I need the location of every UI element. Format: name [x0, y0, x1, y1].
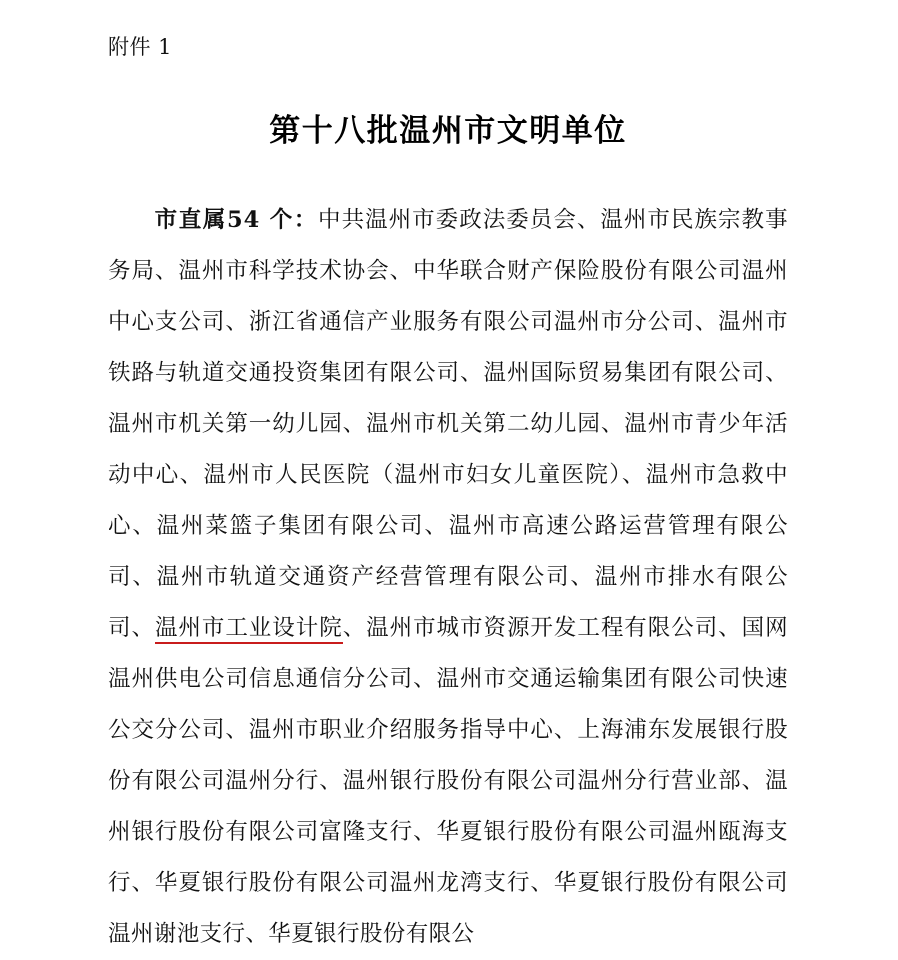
body-text-before-highlight: 中共温州市委政法委员会、温州市民族宗教事务局、温州市科学技术协会、中华联合财产保险股份有限公司温州中心支公司、浙江省通信产业服务有限公司温州市分公司、温州市铁路与轨道交通投资集团有限公司、温州国际贸易集团有限公司、温州市机关第一幼儿园、温州市机关第二幼儿园、温州市青少年活动中心、温州市人民医院（温州市妇女儿童医院）、温州市急救中心、温州菜篮子集团有限公司、温州市高速公路运营管理有限公司、温州市轨道交通资产经营管理有限公司、温州市排水有限公司、 — [108, 207, 788, 641]
page-title: 第十八批温州市文明单位 — [269, 113, 627, 149]
attachment-label: 附件 1 — [108, 35, 173, 59]
highlighted-entry: 温州市工业设计院 — [155, 615, 343, 644]
section-lead-label: 市直属 — [154, 207, 228, 233]
body-text-after-highlight: 、温州市城市资源开发工程有限公司、国网温州供电公司信息通信分公司、温州市交通运输集团有限公司快速公交分公司、温州市职业介绍服务指导中心、上海浦东发展银行股份有限公司温州分行、温州银行股份有限公司温州分行营业部、温州银行股份有限公司富隆支行、华夏银行股份有限公司温州瓯海支行、华夏银行股份有限公司温州龙湾支行、华夏银行股份有限公司温州谢池支行、华夏银行股份有限公 — [108, 615, 788, 947]
section-lead-count: 54 个： — [227, 207, 319, 233]
body-paragraph-city-direct — [108, 153, 788, 960]
